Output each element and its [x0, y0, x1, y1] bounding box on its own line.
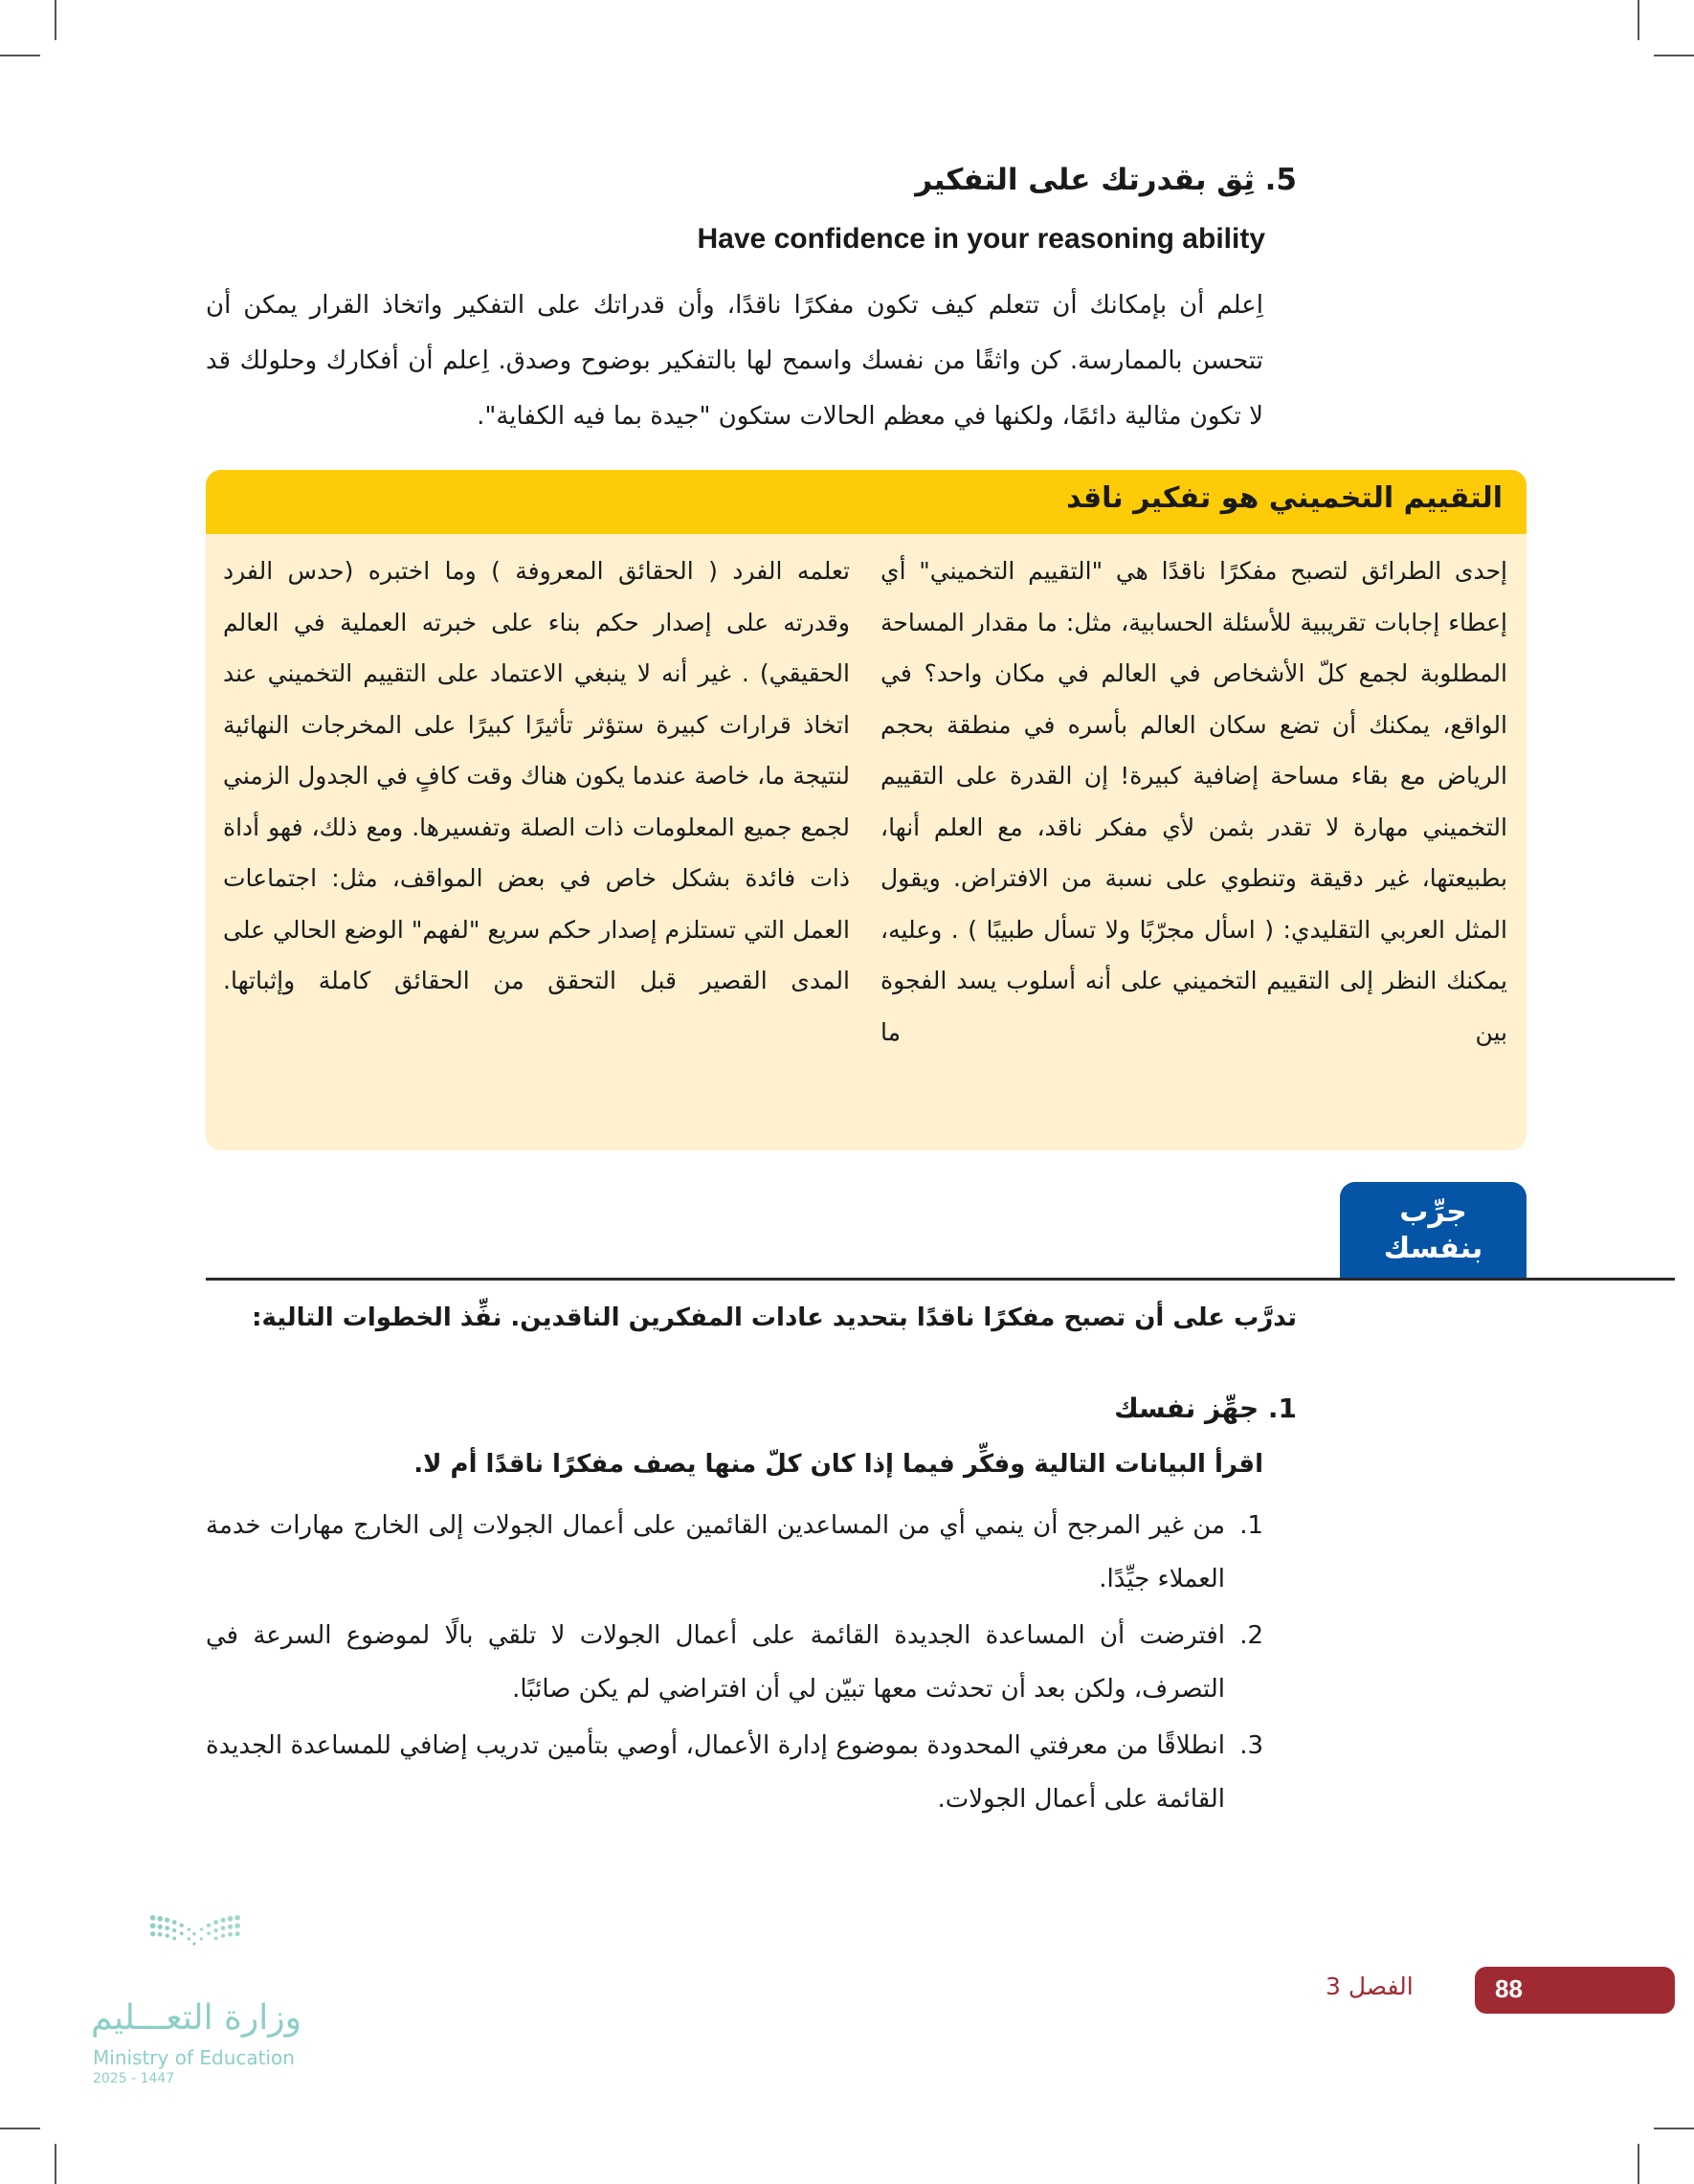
- statement-text: انطلاقًا من معرفتي المحدودة بموضوع إدارة الأعمال، أوصي بتأمين تدريب إضافي للمساعدة الجديدة القائمة على أعمال الجولات.: [206, 1731, 1225, 1814]
- ministry-name-english: Ministry of Education: [93, 2046, 295, 2069]
- crop-mark: [1654, 2128, 1694, 2129]
- step-title: 1. جهِّز نفسك: [1114, 1393, 1297, 1424]
- section-title-english: Have confidence in your reasoning ability: [697, 223, 1265, 255]
- try-yourself-line1: جرِّب: [1399, 1195, 1467, 1229]
- statement-text: افترضت أن المساعدة الجديدة القائمة على أعمال الجولات لا تلقي بالًا لموضوع السرعة في التصرف، ولكن بعد أن تحدثت معها تبيّن لي أن افتراضي لم يكن صائبًا.: [206, 1621, 1225, 1704]
- statement-number: 1.: [1239, 1511, 1263, 1540]
- info-box: [206, 470, 1527, 1150]
- statement-item: [206, 1499, 1263, 1606]
- info-box-column-left: [223, 546, 850, 1007]
- statement-number: 2.: [1239, 1621, 1263, 1650]
- section-title: 5. ثِق بقدرتك على التفكير: [915, 163, 1297, 197]
- try-yourself-line2: بنفسك: [1383, 1232, 1483, 1265]
- info-box-text-right: إحدى الطرائق لتصبح مفكرًا ناقدًا هي "التقييم التخميني" أي إعطاء إجابات تقريبية للأسئلة الحسابية، مثل: ما مقدار المساحة المطلوبة لجمع كلّ الأشخاص في العالم في مكان واحد؟ في الواقع، يمكنك أن تضع سكان العالم بأسره في منطقة بحجم الرياض مع بقاء مساحة إضافية كبيرة! إن القدرة على التقييم التخميني مهارة لا تقدر بثمن لأي مفكر ناقد، مع العلم أنها، بطبيعتها، غير دقيقة وتنطوي على نسبة من الافتراض. ويقول المثل العربي التقليدي: ( اسأل مجرّبًا ولا تسأل طبيبًا ) . وعليه، يمكنك النظر إلى التقييم التخميني على أنه أسلوب يسد الفجوة بين ما: [880, 557, 1507, 1046]
- crop-mark: [55, 0, 56, 40]
- crop-mark: [1638, 2144, 1639, 2184]
- statement-text: من غير المرجح أن ينمي أي من المساعدين القائمين على أعمال الجولات إلى الخارج مهارات خدمة العملاء جيِّدًا.: [206, 1511, 1225, 1593]
- crop-mark: [1638, 0, 1639, 40]
- section-divider: [206, 1278, 1675, 1281]
- page-number: 88: [1495, 1974, 1523, 2003]
- crop-mark: [0, 2128, 40, 2129]
- crop-mark: [55, 2144, 56, 2184]
- info-box-text-left: تعلمه الفرد ( الحقائق المعروفة ) وما اختبره (حدس الفرد وقدرته على إصدار حكم بناء على خبرته العملية في العالم الحقيقي) . غير أنه لا ينبغي الاعتماد على التقييم التخميني عند اتخاذ قرارات كبيرة ستؤثر تأثيرًا كبيرًا على المخرجات النهائية لنتيجة ما، خاصة عندما يكون هناك وقت كافٍ في الجدول الزمني لجمع جميع المعلومات ذات الصلة وتفسيرها. ومع ذلك، فهو أداة ذات فائدة بشكل خاص في بعض المواقف، مثل: اجتماعات العمل التي تستلزم إصدار حكم سريع "لفهم" الوضع الحالي على المدى القصير قبل التحقق من الحقائق كاملة وإثباتها.: [223, 557, 850, 994]
- info-box-title: التقييم التخميني هو تفكير ناقد: [1066, 481, 1503, 515]
- crop-mark: [0, 55, 40, 56]
- statements-list: [206, 1499, 1263, 1829]
- try-yourself-tab: [1340, 1182, 1527, 1280]
- statement-item: [206, 1609, 1263, 1716]
- chapter-label: الفصل 3: [1326, 1972, 1414, 2000]
- section-paragraph: اِعلم أن بإمكانك أن تتعلم كيف تكون مفكرًا ناقدًا، وأن قدراتك على التفكير واتخاذ القرار يمكن أن تتحسن بالممارسة. كن واثقًا من نفسك واسمح لها بالتفكير بوضوح وصدق. اِعلم أن أفكارك وحلولك قد لا تكون مثالية دائمًا، ولكنها في معظم الحالات ستكون "جيدة بما فيه الكفاية".: [206, 291, 1263, 431]
- edition-year: 2025 - 1447: [93, 2071, 175, 2086]
- ministry-name-arabic: وزارة التعـــليم: [91, 1998, 302, 2038]
- step-subtitle: اقرأ البيانات التالية وفكِّر فيما إذا كان كلّ منها يصف مفكرًا ناقدًا أم لا.: [413, 1450, 1263, 1479]
- crop-mark: [1654, 55, 1694, 56]
- statement-item: [206, 1719, 1263, 1826]
- info-box-header: [206, 470, 1527, 534]
- statement-number: 3.: [1239, 1731, 1263, 1760]
- activity-instruction: تدرَّب على أن تصبح مفكرًا ناقدًا بتحديد عادات المفكرين الناقدين. نفِّذ الخطوات التالية:: [252, 1304, 1297, 1332]
- ministry-logo-icon: [91, 1914, 311, 1991]
- info-box-column-right: [880, 546, 1507, 1058]
